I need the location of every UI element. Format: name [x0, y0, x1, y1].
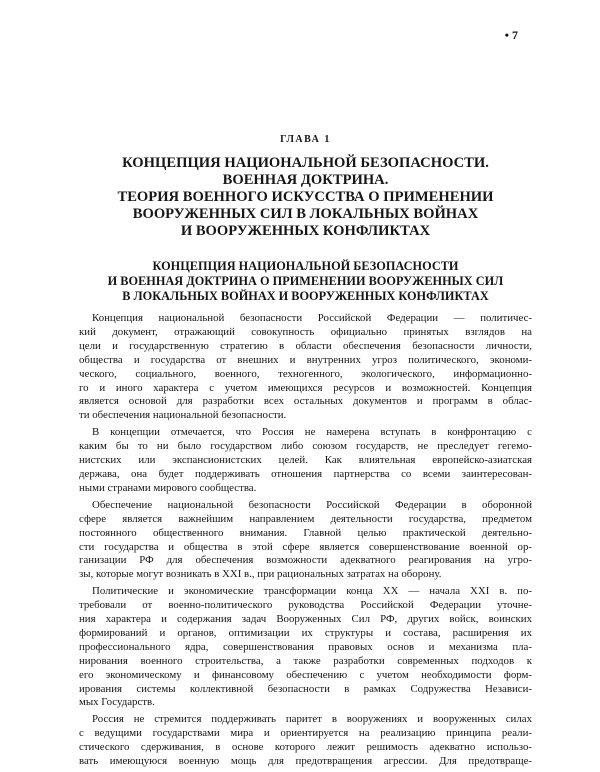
- text-line: держава, она будет поддерживать отношения партнерства со всеми заинтересован-: [79, 467, 532, 480]
- chapter-title-line: И ВООРУЖЕННЫХ КОНФЛИКТАХ: [180, 223, 431, 239]
- text-line: зы, которые могут возникать в XXI в., при рациональных затратах на оборону.: [79, 568, 442, 581]
- text-line: ирования системы коллективной безопасности в рамках Содружества Независи-: [79, 682, 532, 695]
- text-line: ческого, социального, военного, техногенного, экологического, информационно-: [79, 367, 532, 380]
- body-paragraph: [79, 426, 532, 496]
- text-line: ганизации РФ для обеспечения возможности адекватного реагирования на угро-: [79, 554, 532, 567]
- body-paragraph: [79, 713, 532, 769]
- text-line: ными странами мирового сообщества.: [79, 481, 257, 494]
- text-line: ния характера и содержания задач Вооруженных Сил РФ, других войск, воинских: [79, 613, 532, 626]
- text-line: Политические и экономические трансформации конца XX — начала XXI в. по-: [92, 585, 532, 598]
- text-line: каким бы то ни было государством либо союзом государств, не преследует гегемо-: [79, 440, 532, 453]
- text-line: является основой для разработки всех остальных документов и программ в облас-: [79, 395, 532, 408]
- body-paragraph: [79, 499, 532, 582]
- text-line: нирования военного строительства, а также разработки современных подходов к: [79, 654, 532, 667]
- text-line: го и иного характера с учетом имеющихся ресурсов и возможностей. Концепция: [79, 381, 532, 394]
- text-line: стического сдерживания, в основе которого лежит решимость адекватно использо-: [79, 741, 532, 754]
- section-title-line: И ВОЕННАЯ ДОКТРИНА О ПРИМЕНЕНИИ ВООРУЖЕННЫХ СИЛ: [107, 274, 504, 288]
- text-line: Обеспечение национальной безопасности Российской Федерации в оборонной: [92, 498, 532, 511]
- text-line: Концепция национальной безопасности Российской Федерации — политичес-: [92, 312, 532, 324]
- text-line: Россия не стремится поддерживать паритет в вооружениях и вооруженных силах: [92, 713, 532, 726]
- text-line: его экономическому и финансовому обеспечению с учетом необходимости форм-: [79, 668, 532, 681]
- text-line: общества и государства от внешних и внутренних угроз политического, экономи-: [79, 353, 532, 366]
- text-line: с ведущими государствами мира и ориентируется на реализацию принципа реали-: [79, 727, 532, 740]
- chapter-title-line: ВООРУЖЕННЫХ СИЛ В ЛОКАЛЬНЫХ ВОЙНАХ: [132, 206, 479, 222]
- text-line: требовали от военно-политического руководства Российской Федерации уточне-: [79, 599, 532, 612]
- text-line: кий документ, отражающий совокупность официально принятых взглядов на: [79, 325, 532, 338]
- chapter-title-line: ТЕОРИЯ ВОЕННОГО ИСКУССТВА О ПРИМЕНЕНИИ: [117, 189, 494, 205]
- page-content: [79, 134, 532, 772]
- section-title-line: В ЛОКАЛЬНЫХ ВОЙНАХ И ВООРУЖЕННЫХ КОНФЛИКТАХ: [122, 289, 489, 303]
- text-line: вать имеющуюся военную мощь для предотвращения агрессии. Для предотвраще-: [79, 755, 532, 768]
- chapter-title-line: ВОЕННАЯ ДОКТРИНА.: [222, 172, 389, 188]
- section-title: [79, 259, 532, 304]
- body-paragraph: [79, 312, 532, 423]
- section-title-line: КОНЦЕПЦИЯ НАЦИОНАЛЬНОЙ БЕЗОПАСНОСТИ: [152, 259, 459, 273]
- text-line: постоянного общественного внимания. Главной целью практической деятельно-: [79, 526, 532, 539]
- text-line: цели и государственную стратегию в области обеспечения безопасности личности,: [79, 339, 532, 352]
- chapter-title: [79, 155, 532, 240]
- page-number: • 7: [504, 28, 518, 42]
- text-line: В концепции отмечается, что Россия не намерена вступать в конфронтацию с: [92, 426, 532, 439]
- text-line: ти обеспечения национальной безопасности.: [79, 409, 287, 422]
- text-line: сфере является важнейшим направлением деятельности государства, предметом: [79, 512, 532, 525]
- text-line: сти государства и общества в этой сфере является совершенствование военной ор-: [79, 540, 532, 553]
- chapter-title-line: КОНЦЕПЦИЯ НАЦИОНАЛЬНОЙ БЕЗОПАСНОСТИ.: [122, 155, 489, 171]
- text-line: нистских или экспансионистских целей. Как влиятельная европейско-азиатская: [79, 454, 532, 467]
- text-line: профессионального ядра, совершенствования правовых основ и механизма пла-: [79, 640, 532, 653]
- chapter-label: ГЛАВА 1: [280, 134, 331, 145]
- body-paragraph: [79, 585, 532, 710]
- text-line: мых Государств.: [79, 696, 155, 709]
- text-line: формирований и органов, оптимизации их структуры и состава, расширения их: [79, 626, 532, 639]
